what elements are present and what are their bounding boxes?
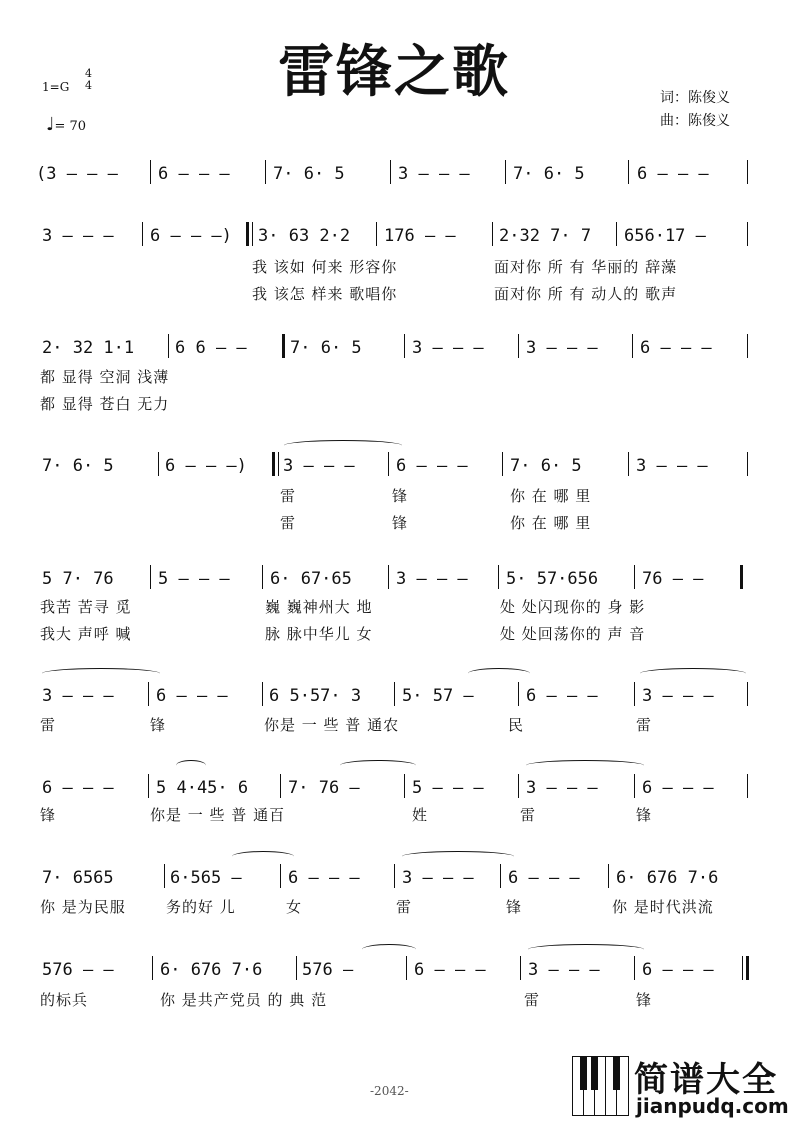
lyric-line: 脉 脉中华儿 女 (265, 625, 373, 643)
lyric-line: 你 在 哪 里 (510, 487, 592, 505)
tempo-marking (46, 114, 86, 135)
measure: 3 — — — (528, 960, 600, 980)
measure: 7· 6· 5 (510, 456, 582, 476)
lyric-line: 我 该怎 样来 歌唱你 (252, 285, 398, 303)
piano-keys-icon (572, 1056, 628, 1114)
measure: (3 — — — (36, 164, 118, 184)
lyric-line: 都 显得 空洞 浅薄 (40, 368, 170, 386)
lyric-line: 民 (508, 716, 525, 734)
lyric-line: 雷 (280, 487, 297, 505)
staff-row-9 (0, 954, 793, 984)
lyric-line: 你是 一 些 普 通农 (264, 716, 400, 734)
lyric-line: 你是 一 些 普 通百 (150, 806, 286, 824)
lyric-line: 你 在 哪 里 (510, 514, 592, 532)
measure: 3 — — — (42, 686, 114, 706)
measure: 2· 32 1·1 (42, 338, 135, 358)
measure: 5 — — — (158, 569, 230, 589)
measure: 6 6 — — (175, 338, 247, 358)
lyric-line: 锋 (392, 487, 409, 505)
measure: 3 — — — (526, 338, 598, 358)
measure: 6 — — — (42, 778, 114, 798)
measure: 6· 676 7·6 (160, 960, 263, 980)
lyric-line: 你 是共产党员 的 典 范 (160, 991, 328, 1009)
measure: 6 — — — (158, 164, 230, 184)
measure: 3 — — — (396, 569, 468, 589)
staff-row-1 (0, 158, 793, 188)
measure: 6 — — — (642, 778, 714, 798)
staff-row-2 (0, 220, 793, 250)
measure: 6 — — — (396, 456, 468, 476)
song-title: 雷锋之歌 (278, 40, 510, 105)
measure: 6·565 — (170, 868, 242, 888)
lyric-line: 面对你 所 有 动人的 歌声 (494, 285, 678, 303)
lyric-line: 雷 (396, 898, 413, 916)
measure: 6 — — —) (165, 456, 247, 476)
time-signature (85, 68, 92, 92)
lyric-line: 雷 (636, 716, 653, 734)
lyric-line: 姓 (412, 806, 429, 824)
page-number: -2042- (370, 1084, 409, 1098)
lyric-line: 我 该如 何来 形容你 (252, 258, 398, 276)
site-logo (572, 1050, 787, 1122)
measure: 7· 6· 5 (42, 456, 114, 476)
measure: 3 — — — (412, 338, 484, 358)
measure: 6 — — — (526, 686, 598, 706)
lyric-line: 你 是时代洪流 (612, 898, 714, 916)
measure: 6 — — — (288, 868, 360, 888)
measure: 5· 57·656 (506, 569, 599, 589)
lyric-line: 锋 (636, 806, 653, 824)
measure: 6 — — — (414, 960, 486, 980)
measure: 7· 6· 5 (273, 164, 345, 184)
measure: 5 4·45· 6 (156, 778, 249, 798)
logo-text: 简谱大全 (634, 1060, 778, 1100)
lyric-line: 你 是为民服 (40, 898, 126, 916)
measure: 3 — — — (283, 456, 355, 476)
measure: 3 — — — (642, 686, 714, 706)
measure: 6 — — — (508, 868, 580, 888)
logo-url: jianpudq.com (636, 1094, 789, 1118)
measure: 3 — — — (526, 778, 598, 798)
lyric-line: 雷 (280, 514, 297, 532)
tempo-value: = 70 (54, 119, 87, 134)
measure: 3· 63 2·2 (258, 226, 351, 246)
measure: 6 — — — (642, 960, 714, 980)
lyricist-credit: 词：陈俊义 (660, 90, 730, 106)
measure: 5 — — — (412, 778, 484, 798)
lyric-line: 女 (286, 898, 303, 916)
lyric-line: 锋 (506, 898, 523, 916)
lyric-line: 锋 (40, 806, 57, 824)
lyric-line: 都 显得 苍白 无力 (40, 395, 170, 413)
measure: 5· 57 — (402, 686, 474, 706)
measure: 6 5·57· 3 (269, 686, 362, 706)
measure: 3 — — — (42, 226, 114, 246)
staff-row-5 (0, 563, 793, 593)
lyric-line: 锋 (636, 991, 653, 1009)
lyric-line: 雷 (520, 806, 537, 824)
staff-row-6 (0, 680, 793, 710)
measure: 656·17 — (624, 226, 706, 246)
lyric-line: 的标兵 (40, 991, 89, 1009)
measure: 76 — — (642, 569, 704, 589)
staff-row-8 (0, 862, 793, 892)
measure: 3 — — — (402, 868, 474, 888)
measure: 6 — — —) (150, 226, 232, 246)
lyric-line: 巍 巍神州大 地 (265, 598, 373, 616)
key-signature: 1=G (42, 80, 70, 94)
lyric-line: 处 处闪现你的 身 影 (500, 598, 646, 616)
quarter-note-icon: ♩ (46, 114, 55, 135)
measure: 6· 676 7·6 (616, 868, 719, 888)
staff-row-4 (0, 450, 793, 480)
staff-row-7 (0, 772, 793, 802)
measure: 176 — — (384, 226, 456, 246)
lyric-line: 锋 (150, 716, 167, 734)
lyric-line: 面对你 所 有 华丽的 辞藻 (494, 258, 678, 276)
lyric-line: 雷 (524, 991, 541, 1009)
measure: 3 — — — (636, 456, 708, 476)
time-signature-bottom: 4 (85, 79, 92, 92)
measure: 6· 67·65 (270, 569, 352, 589)
measure: 6 — — — (640, 338, 712, 358)
measure: 7· 6· 5 (513, 164, 585, 184)
lyric-line: 处 处回荡你的 声 音 (500, 625, 646, 643)
lyric-line: 锋 (392, 514, 409, 532)
staff-row-3 (0, 332, 793, 362)
lyric-line: 我大 声呼 喊 (40, 625, 132, 643)
measure: 6 — — — (637, 164, 709, 184)
time-signature-top: 4 (85, 67, 92, 80)
measure: 576 — — (42, 960, 114, 980)
measure: 5 7· 76 (42, 569, 114, 589)
measure: 576 — (302, 960, 354, 980)
measure: 6 — — — (156, 686, 228, 706)
measure: 7· 6565 (42, 868, 114, 888)
lyric-line: 雷 (40, 716, 57, 734)
measure: 2·32 7· 7 (499, 226, 592, 246)
measure: 7· 76 — (288, 778, 360, 798)
measure: 3 — — — (398, 164, 470, 184)
lyric-line: 务的好 儿 (166, 898, 236, 916)
composer-credit: 曲：陈俊义 (660, 113, 730, 129)
lyric-line: 我苦 苦寻 觅 (40, 598, 132, 616)
measure: 7· 6· 5 (290, 338, 362, 358)
